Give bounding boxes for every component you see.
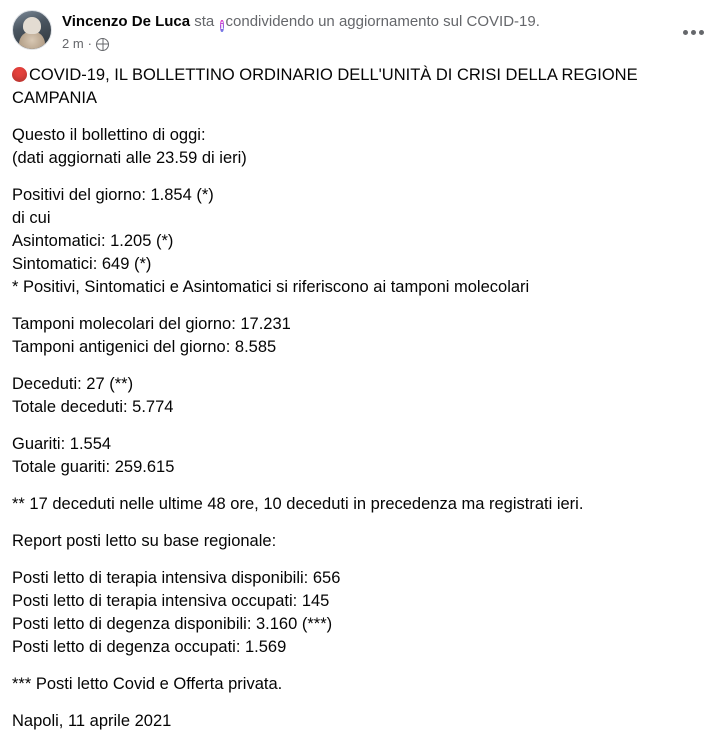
- post-timestamp[interactable]: 2 m: [62, 36, 84, 51]
- paragraph-spacer: [12, 359, 707, 373]
- ellipsis-dot: [699, 30, 704, 35]
- post-line: [12, 230, 707, 253]
- paragraph-spacer: [12, 170, 707, 184]
- paragraph-spacer: [12, 110, 707, 124]
- byline-action-after-text: condividendo un aggiornamento sul COVID-19.: [225, 13, 540, 30]
- post-line-text: Guariti: 1.554: [12, 435, 112, 453]
- post-byline: [62, 10, 707, 52]
- info-icon: [220, 14, 223, 35]
- post-line: [12, 253, 707, 276]
- post-line: [12, 147, 707, 170]
- info-icon-letter: i: [220, 20, 224, 32]
- post-line: [12, 613, 707, 636]
- post-line-text: di cui: [12, 209, 51, 227]
- post-line-text: Sintomatici: 649 (*): [12, 255, 152, 273]
- post-line: [12, 433, 707, 456]
- post-line-text: (dati aggiornati alle 23.59 di ieri): [12, 149, 247, 167]
- post-line-text: Napoli, 11 aprile 2021: [12, 712, 172, 730]
- post-line: [12, 590, 707, 613]
- ellipsis-dot: [683, 30, 688, 35]
- post-line-text: Totale guariti: 259.615: [12, 458, 175, 476]
- post-line: [12, 636, 707, 659]
- post-line: [12, 493, 707, 516]
- avatar[interactable]: [12, 10, 52, 50]
- paragraph-spacer: [12, 479, 707, 493]
- author-name[interactable]: Vincenzo De Luca: [62, 13, 191, 30]
- post-line: [12, 373, 707, 396]
- paragraph-spacer: [12, 659, 707, 673]
- paragraph-spacer: [12, 419, 707, 433]
- post-line-text: COVID-19, IL BOLLETTINO ORDINARIO DELL'UNITÀ DI CRISI DELLA REGIONE CAMPANIA: [12, 66, 638, 107]
- post-line-text: Questo il bollettino di oggi:: [12, 126, 206, 144]
- post-line: [12, 184, 707, 207]
- post-line: [12, 567, 707, 590]
- post-line-text: Posti letto di terapia intensiva occupati: 145: [12, 592, 330, 610]
- post-line: [12, 530, 707, 553]
- post-line-text: Asintomatici: 1.205 (*): [12, 232, 174, 250]
- post-line-text: *** Posti letto Covid e Offerta privata.: [12, 675, 283, 693]
- post-line-text: Posti letto di degenza occupati: 1.569: [12, 638, 287, 656]
- paragraph-spacer: [12, 299, 707, 313]
- post-header: [12, 10, 707, 52]
- post-line-text: Totale deceduti: 5.774: [12, 398, 174, 416]
- post-line-text: Tamponi molecolari del giorno: 17.231: [12, 315, 291, 333]
- post-line-text: Positivi del giorno: 1.854 (*): [12, 186, 214, 204]
- paragraph-spacer: [12, 516, 707, 530]
- ellipsis-dot: [691, 30, 696, 35]
- post-line: [12, 313, 707, 336]
- ellipsis-icon[interactable]: [677, 16, 709, 48]
- byline-action-before-text: sta: [194, 13, 215, 30]
- post-line-text: ** 17 deceduti nelle ultime 48 ore, 10 deceduti in precedenza ma registrati ieri.: [12, 495, 584, 513]
- paragraph-spacer: [12, 696, 707, 710]
- post-line: [12, 207, 707, 230]
- red-circle-icon: [12, 67, 27, 82]
- post-line-text: Tamponi antigenici del giorno: 8.585: [12, 338, 277, 356]
- post-line: [12, 710, 707, 733]
- globe-icon[interactable]: [96, 38, 109, 51]
- post-line-text: Posti letto di degenza disponibili: 3.160 (***): [12, 615, 333, 633]
- post-line-text: Posti letto di terapia intensiva disponibili: 656: [12, 569, 341, 587]
- post-line: [12, 276, 707, 299]
- post-line: [12, 673, 707, 696]
- post-text: [12, 64, 707, 733]
- post-line: [12, 456, 707, 479]
- post-line-text: * Positivi, Sintomatici e Asintomatici si riferiscono ai tamponi molecolari: [12, 278, 530, 296]
- post-line-text: Report posti letto su base regionale:: [12, 532, 277, 550]
- meta-separator: ·: [87, 36, 93, 51]
- post-meta: [62, 36, 663, 52]
- post-line-text: Deceduti: 27 (**): [12, 375, 134, 393]
- post-heading: [12, 64, 707, 110]
- post-line: [12, 396, 707, 419]
- paragraph-spacer: [12, 553, 707, 567]
- post-line: [12, 336, 707, 359]
- post-line: [12, 124, 707, 147]
